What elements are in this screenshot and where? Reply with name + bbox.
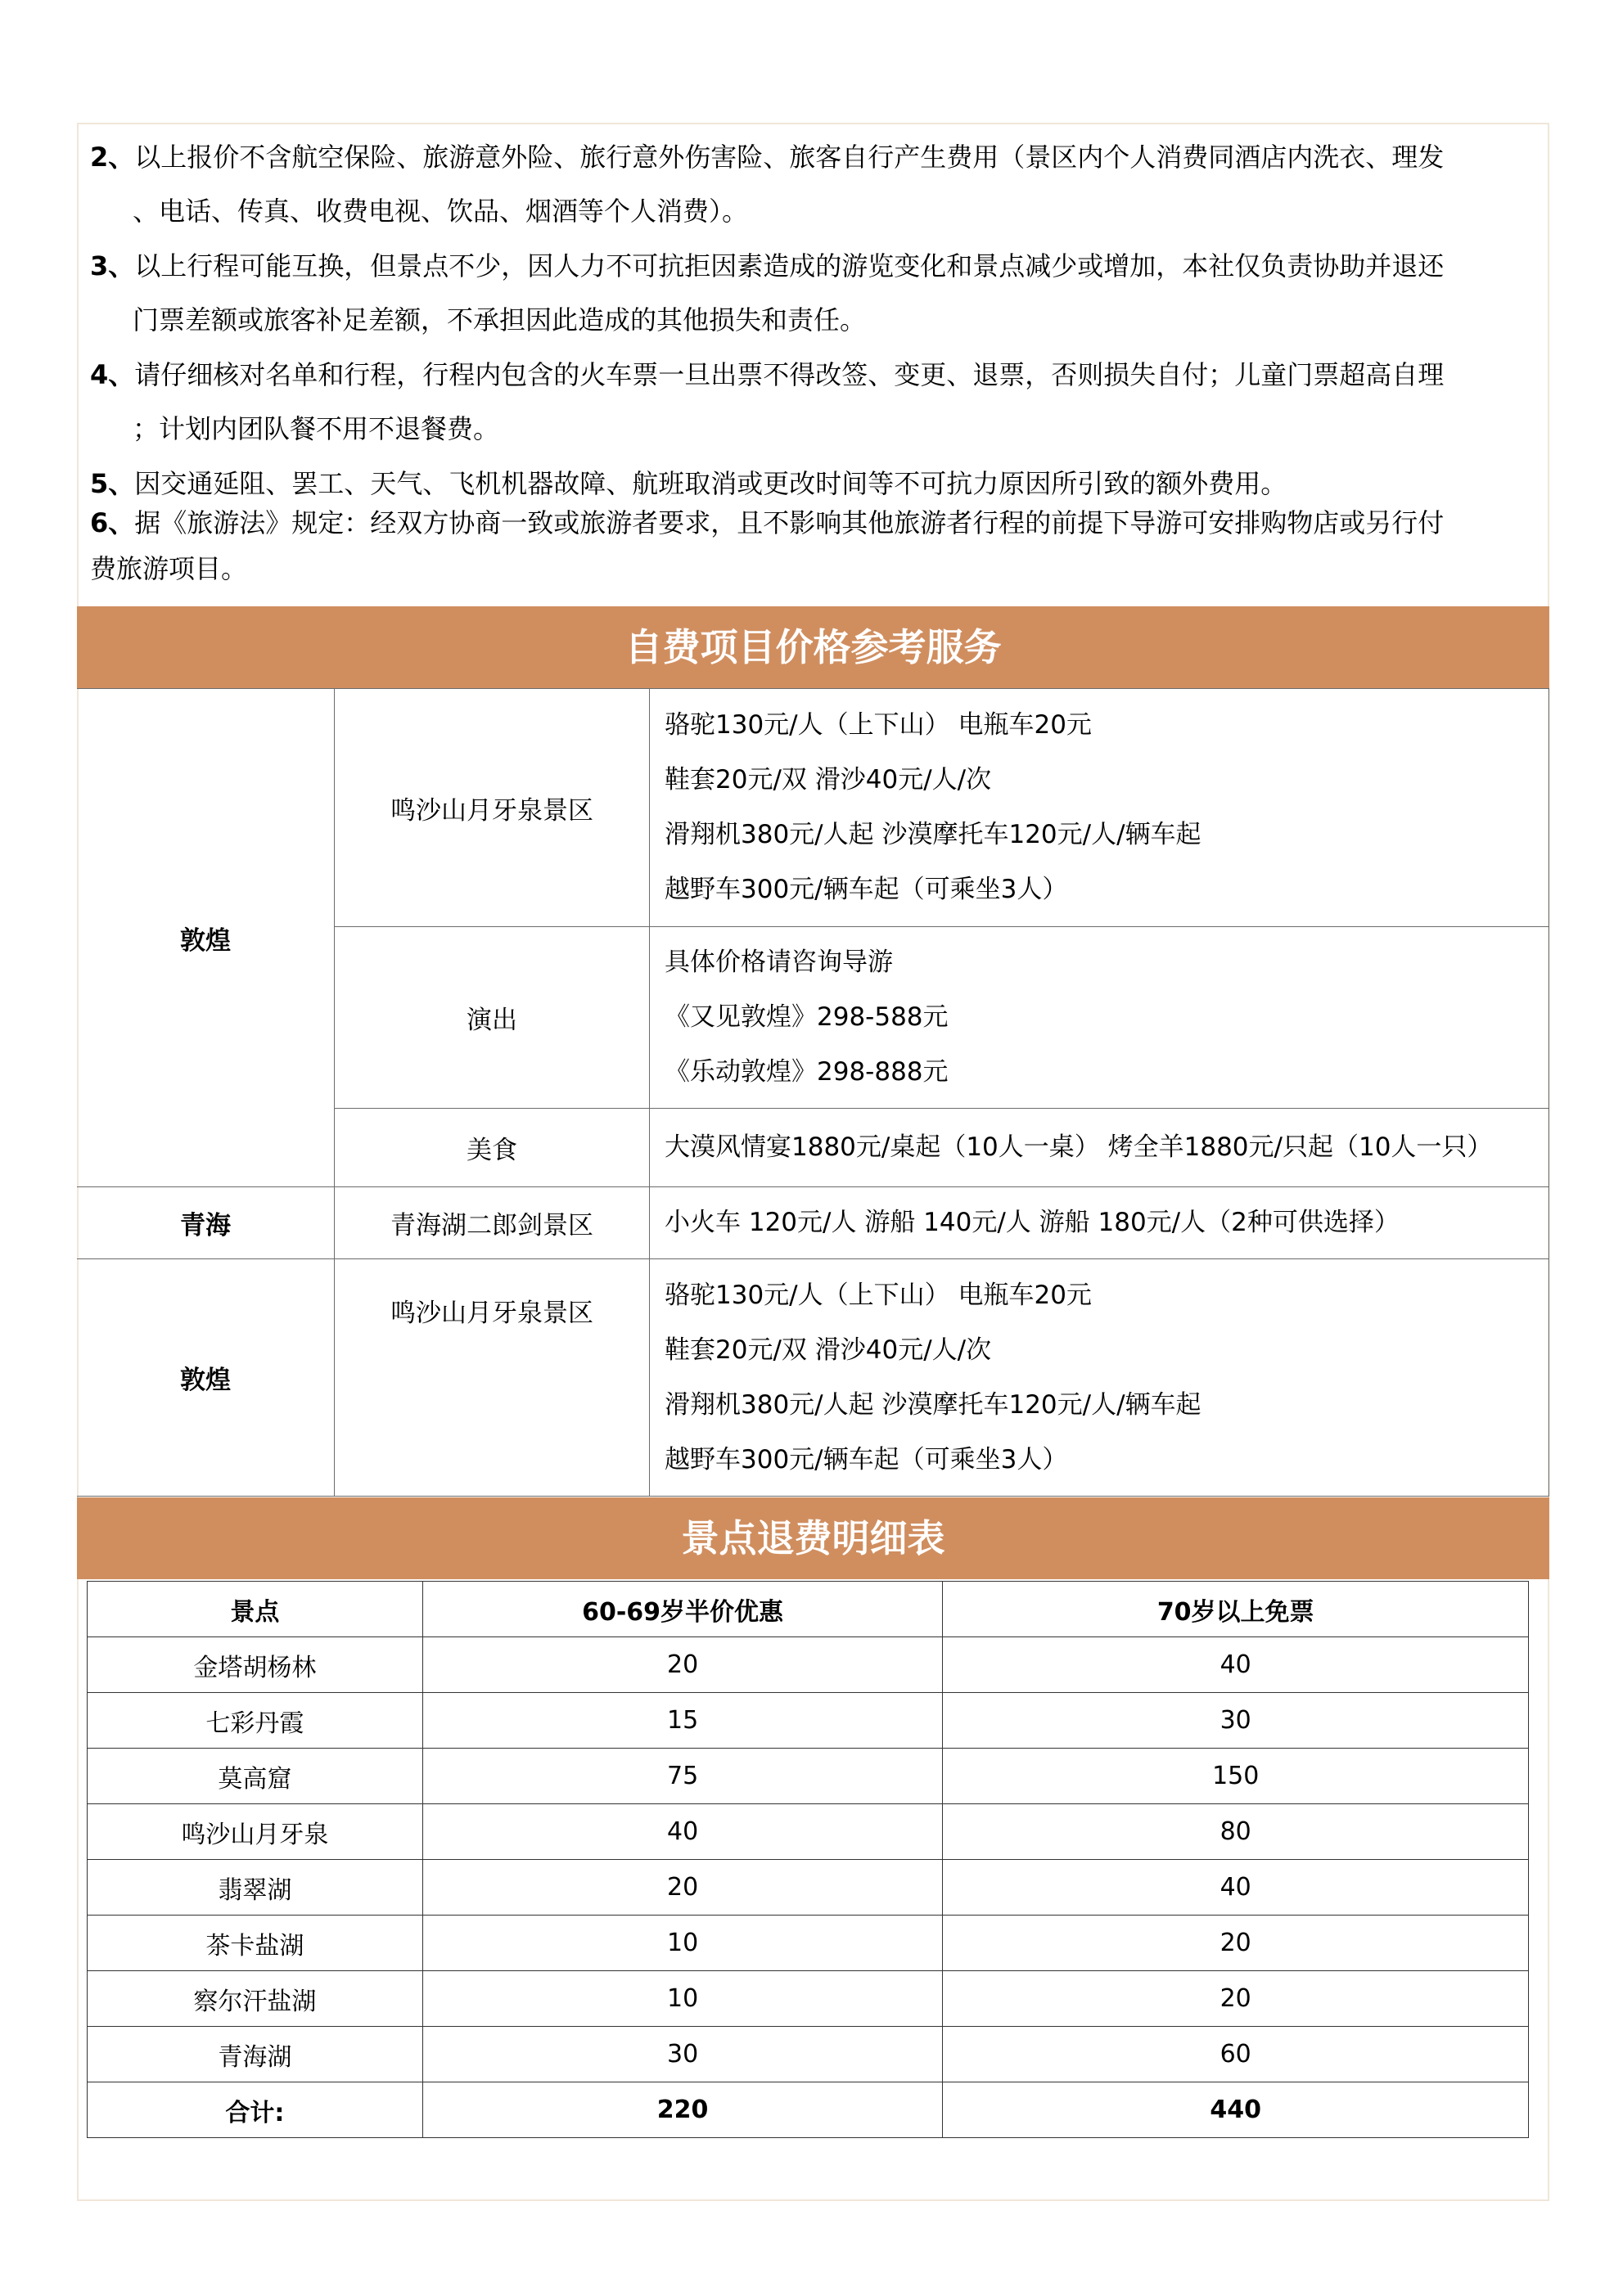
- detail-line: 鞋套20元/双 滑沙40元/人/次: [665, 765, 992, 795]
- detail-cell: [650, 1259, 1549, 1497]
- detail-line: 骆驼130元/人（上下山） 电瓶车20元: [665, 1280, 1092, 1310]
- detail-line: 骆驼130元/人（上下山） 电瓶车20元: [665, 710, 1092, 740]
- cell: 20: [943, 1971, 1529, 2027]
- detail-cell: [650, 689, 1549, 927]
- cell: 20: [943, 1916, 1529, 1971]
- cell: 40: [943, 1860, 1529, 1916]
- detail-line: 滑翔机380元/人起 沙漠摩托车120元/人/辆车起: [665, 820, 1201, 849]
- region-cell: 敦煌: [77, 689, 335, 1187]
- detail-line: 《乐动敦煌》298-888元: [665, 1057, 949, 1087]
- detail-line: 小火车 120元/人 游船 140元/人 游船 180元/人（2种可供选择）: [665, 1208, 1400, 1237]
- cell: 40: [943, 1637, 1529, 1693]
- table-row: [77, 1259, 1549, 1497]
- detail-cell: [650, 927, 1549, 1109]
- cell: 翡翠湖: [88, 1860, 423, 1916]
- cell: 20: [422, 1860, 943, 1916]
- cell: 30: [422, 2027, 943, 2082]
- cell: 30: [943, 1693, 1529, 1749]
- note-6: [90, 500, 1543, 592]
- note-2: [90, 139, 1543, 229]
- cell: 80: [943, 1804, 1529, 1860]
- table-row: [88, 1971, 1529, 2027]
- note-text: 据《旅游法》规定：经双方协商一致或旅游者要求，且不影响其他旅游者行程的前提下导游可安排购物店或另行付: [134, 507, 1445, 538]
- cell: 10: [422, 1916, 943, 1971]
- table-header-row: [88, 1582, 1529, 1637]
- detail-line: 大漠风情宴1880元/桌起（10人一桌） 烤全羊1880元/只起（10人一只）: [665, 1132, 1493, 1162]
- venue-cell: 鸣沙山月牙泉景区: [335, 689, 650, 927]
- optional-services-table: [77, 688, 1549, 1497]
- venue-cell: 演出: [335, 927, 650, 1109]
- note-text-cont: ；计划内团队餐不用不退餐费。: [133, 413, 500, 444]
- cell: 20: [422, 1637, 943, 1693]
- venue-cell: 青海湖二郎剑景区: [335, 1187, 650, 1259]
- note-5: [90, 466, 1543, 502]
- detail-line: 具体价格请咨询导游: [665, 948, 893, 977]
- note-number: 4、: [90, 359, 135, 390]
- cell: 察尔汗盐湖: [88, 1971, 423, 2027]
- column-header: 70岁以上免票: [943, 1582, 1529, 1637]
- cell: 莫高窟: [88, 1749, 423, 1804]
- column-header: 60-69岁半价优惠: [422, 1582, 943, 1637]
- note-text: 以上报价不含航空保险、旅游意外险、旅行意外伤害险、旅客自行产生费用（景区内个人消费同酒店内洗衣、理发: [134, 142, 1445, 173]
- notes-list: [90, 139, 1543, 610]
- region-cell: 青海: [77, 1187, 335, 1259]
- section-title-optional-services: 自费项目价格参考服务: [77, 606, 1549, 688]
- cell: 金塔胡杨林: [88, 1637, 423, 1693]
- detail-cell: [650, 1187, 1549, 1259]
- note-3: [90, 248, 1543, 338]
- table-row: [88, 1749, 1529, 1804]
- cell: 合计:: [88, 2082, 423, 2138]
- cell: 220: [422, 2082, 943, 2138]
- cell: 75: [422, 1749, 943, 1804]
- section-title-refund: 景点退费明细表: [77, 1497, 1549, 1579]
- cell: 10: [422, 1971, 943, 2027]
- note-text: 因交通延阻、罢工、天气、飞机机器故障、航班取消或更改时间等不可抗力原因所引致的额外费用。: [134, 468, 1287, 499]
- cell: 40: [422, 1804, 943, 1860]
- cell: 15: [422, 1693, 943, 1749]
- table-row: [88, 2027, 1529, 2082]
- note-text-cont: 费旅游项目。: [90, 553, 248, 584]
- column-header: 景点: [88, 1582, 423, 1637]
- table-row: [88, 1804, 1529, 1860]
- refund-table: [87, 1581, 1529, 2138]
- cell: 60: [943, 2027, 1529, 2082]
- cell: 青海湖: [88, 2027, 423, 2082]
- note-number: 3、: [90, 250, 135, 281]
- cell: 茶卡盐湖: [88, 1916, 423, 1971]
- total-row: [88, 2082, 1529, 2138]
- table-row: [88, 1637, 1529, 1693]
- note-number: 6、: [90, 507, 135, 538]
- table-row: [88, 1916, 1529, 1971]
- region-cell: 敦煌: [77, 1259, 335, 1497]
- note-text-cont: 、电话、传真、收费电视、饮品、烟酒等个人消费）。: [133, 196, 749, 227]
- venue-cell: 鸣沙山月牙泉景区: [335, 1259, 650, 1497]
- table-row: [88, 1693, 1529, 1749]
- detail-line: 越野车300元/辆车起（可乘坐3人）: [665, 875, 1068, 904]
- note-4: [90, 357, 1543, 447]
- detail-line: 越野车300元/辆车起（可乘坐3人）: [665, 1444, 1068, 1474]
- detail-cell: [650, 1109, 1549, 1187]
- cell: 鸣沙山月牙泉: [88, 1804, 423, 1860]
- table-row: [77, 689, 1549, 927]
- note-text: 以上行程可能互换，但景点不少，因人力不可抗拒因素造成的游览变化和景点减少或增加，本社仅负责协助并退还: [134, 250, 1445, 281]
- detail-line: 鞋套20元/双 滑沙40元/人/次: [665, 1335, 992, 1365]
- table-row: [88, 1860, 1529, 1916]
- detail-line: 滑翔机380元/人起 沙漠摩托车120元/人/辆车起: [665, 1389, 1201, 1420]
- cell: 440: [943, 2082, 1529, 2138]
- table-row: [77, 1187, 1549, 1259]
- cell: 七彩丹霞: [88, 1693, 423, 1749]
- cell: 150: [943, 1749, 1529, 1804]
- venue-cell: 美食: [335, 1109, 650, 1187]
- note-text-cont: 门票差额或旅客补足差额，不承担因此造成的其他损失和责任。: [133, 304, 867, 335]
- detail-line: 《又见敦煌》298-588元: [665, 1002, 949, 1032]
- note-number: 5、: [90, 468, 135, 499]
- note-number: 2、: [90, 142, 135, 173]
- note-text: 请仔细核对名单和行程，行程内包含的火车票一旦出票不得改签、变更、退票，否则损失自付；儿童门票超高自理: [134, 359, 1445, 390]
